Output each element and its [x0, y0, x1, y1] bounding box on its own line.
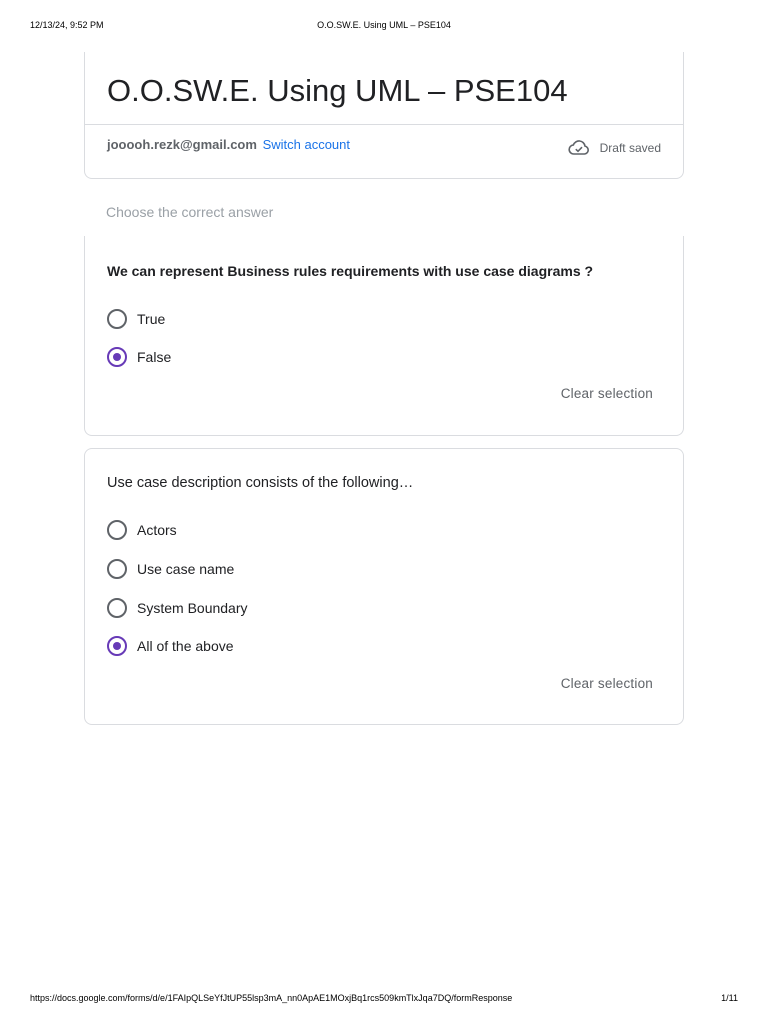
print-doc-title: O.O.SW.E. Using UML – PSE104 [317, 20, 451, 30]
option-false[interactable] [107, 347, 171, 367]
option-label: Actors [137, 522, 177, 538]
radio-unchecked-icon[interactable] [107, 309, 127, 329]
print-url: https://docs.google.com/forms/d/e/1FAIpQLSeYfJtUP55lsp3mA_nn0ApAE1MOxjBq1rcs509kmTlxJqa7DQ/formResponse [30, 993, 513, 1003]
clear-selection-button[interactable]: Clear selection [560, 676, 653, 691]
radio-checked-icon[interactable] [107, 347, 127, 367]
question-title: We can represent Business rules requirements with use case diagrams ? [107, 263, 594, 279]
print-footer [30, 993, 738, 1005]
option-true[interactable] [107, 309, 165, 329]
option-label: All of the above [137, 638, 234, 654]
account-email-domain: rezk@gmail.com [153, 137, 257, 152]
account-email [107, 137, 257, 152]
print-header [30, 20, 738, 32]
radio-unchecked-icon[interactable] [107, 598, 127, 618]
option-system-boundary[interactable] [107, 598, 248, 618]
draft-status-text: Draft saved [599, 141, 661, 155]
radio-unchecked-icon[interactable] [107, 559, 127, 579]
option-label: System Boundary [137, 600, 248, 616]
option-all-of-the-above[interactable] [107, 636, 234, 656]
switch-account-link[interactable]: Switch account [262, 137, 350, 152]
option-actors[interactable] [107, 520, 177, 540]
option-label: False [137, 349, 172, 365]
header-divider [85, 124, 683, 125]
radio-unchecked-icon[interactable] [107, 520, 127, 540]
account-email-prefix: jooooh. [107, 137, 154, 152]
form-title: O.O.SW.E. Using UML – PSE104 [107, 73, 568, 108]
option-use-case-name[interactable] [107, 559, 234, 579]
cloud-check-icon [568, 140, 590, 156]
question-title: Use case description consists of the following… [107, 475, 414, 491]
clear-selection-button[interactable]: Clear selection [560, 386, 653, 401]
question-card-2 [84, 448, 684, 725]
option-label: True [137, 311, 166, 327]
question-card-1 [84, 236, 684, 436]
print-datetime: 12/13/24, 9:52 PM [30, 20, 104, 30]
section-description: Choose the correct answer [106, 204, 274, 220]
account-row [107, 137, 350, 152]
form-header-card [84, 52, 684, 179]
option-label: Use case name [137, 561, 235, 577]
draft-status [568, 140, 661, 156]
radio-checked-icon[interactable] [107, 636, 127, 656]
print-page-number: 1/11 [721, 993, 738, 1003]
